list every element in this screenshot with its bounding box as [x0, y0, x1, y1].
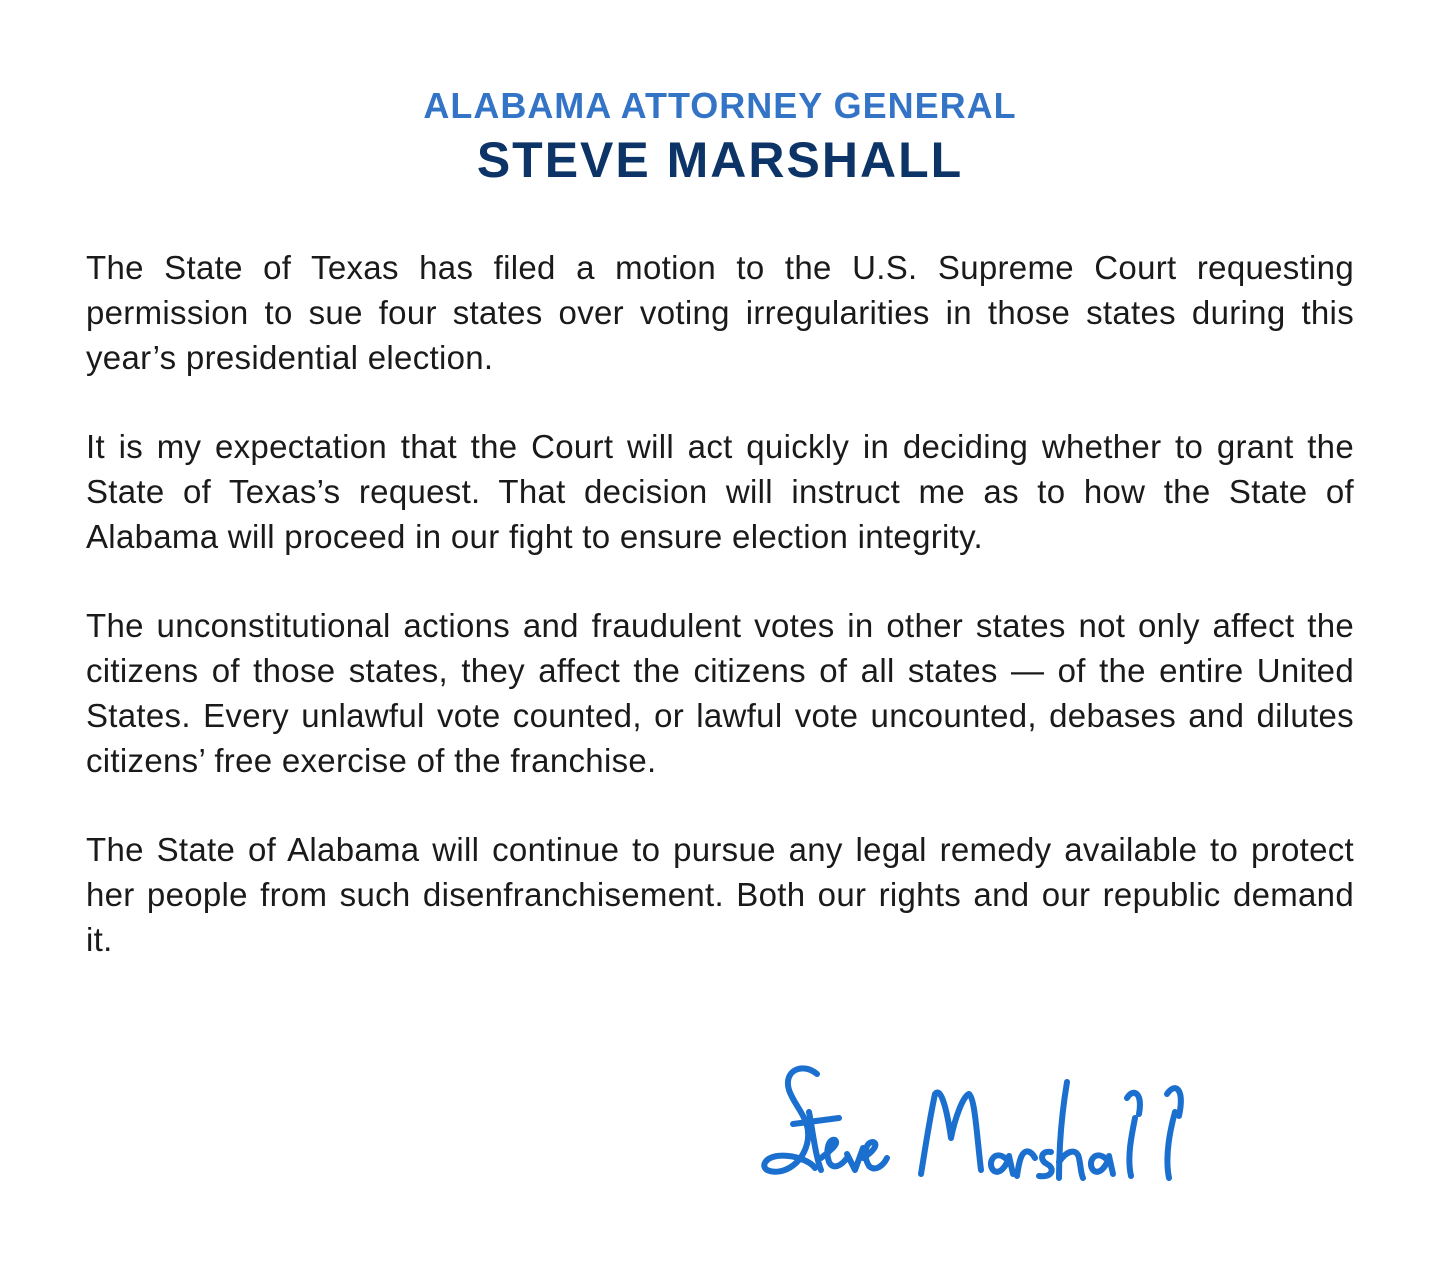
- handwritten-signature: [755, 1058, 1195, 1208]
- office-title: ALABAMA ATTORNEY GENERAL: [423, 85, 1017, 126]
- official-name: STEVE MARSHALL: [476, 132, 964, 188]
- statement-paragraph-4: The State of Alabama will continue to pursue any legal remedy available to protect her people from such disenfranchisement. Both our rights and our republic demand it.: [86, 831, 1354, 958]
- statement-paragraph-2: It is my expectation that the Court will act quickly in deciding whether to grant the State of Texas’s request. That decision will instruct me as to how the State of Alabama will proceed in our fight to ensure election integrity.: [86, 428, 1354, 555]
- statement-paragraph-1: The State of Texas has filed a motion to the U.S. Supreme Court requesting permission to sue four states over voting irregularities in those states during this year’s presidential election.: [86, 249, 1354, 376]
- statement-paragraph-3: The unconstitutional actions and fraudulent votes in other states not only affect the citizens of those states, they affect the citizens of all states — of the entire United States. Every unlawful vote counted, or lawful vote uncounted, debases and dilutes citizens’ free exercise of the franchise.: [86, 607, 1354, 779]
- letterhead: [0, 84, 1440, 190]
- statement-body: [86, 245, 1354, 1006]
